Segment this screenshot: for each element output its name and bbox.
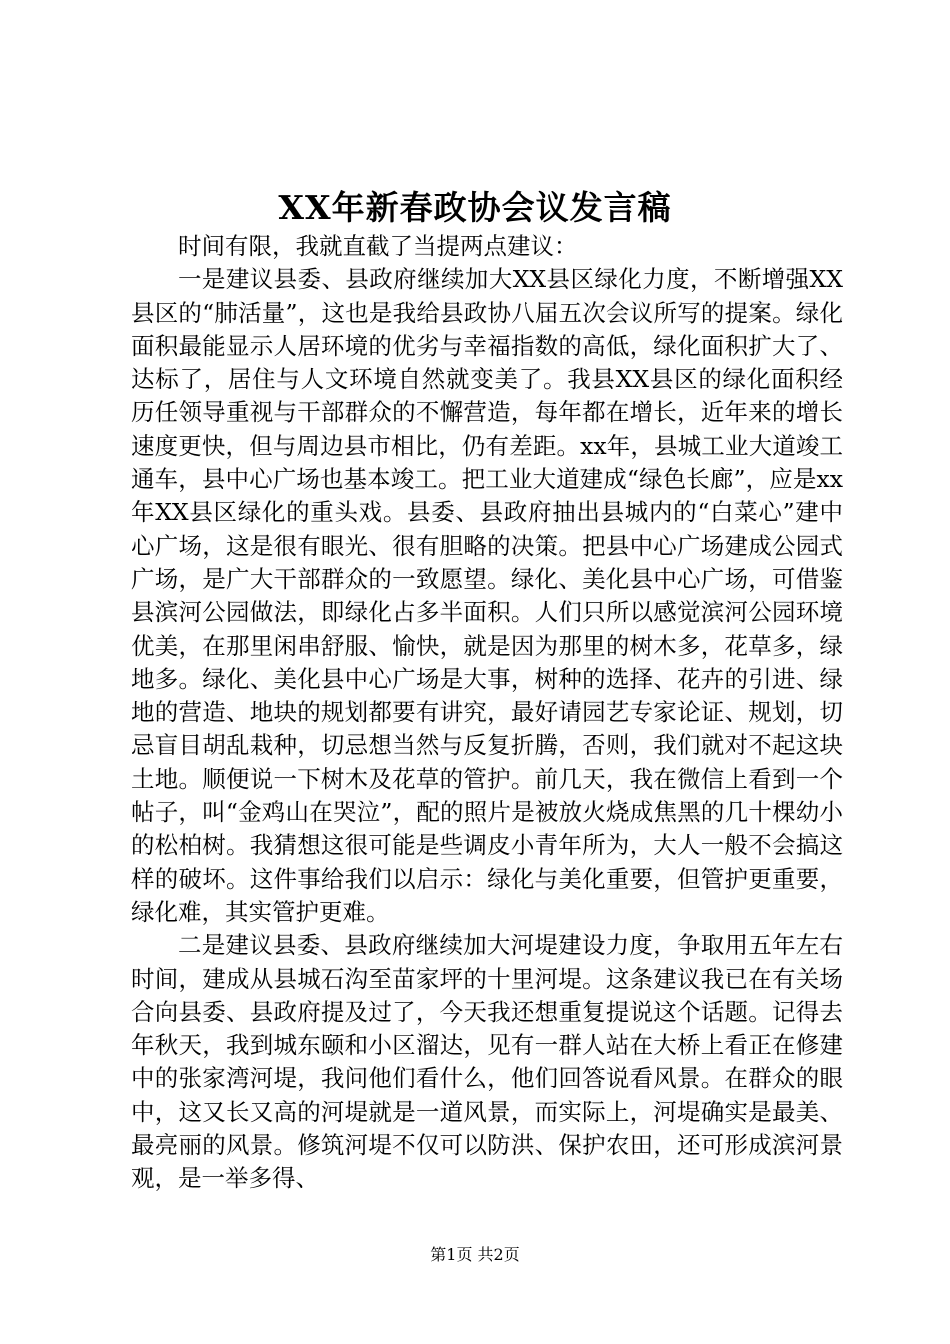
document-title: XX年新春政协会议发言稿 xyxy=(278,188,672,227)
paragraph-river-embankment: 二是建议县委、县政府继续加大河堤建设力度，争取用五年左右时间，建成从县城石沟至苗家坪的十里河堤。这条建议我已在有关场合向县委、县政府提及过了，今天我还想重复提说这个话题。记得去年秋天，我到城东颐和小区溜达，见有一群人站在大桥上看正在修建中的张家湾河堤，我问他们看什么，他们回答说看风景。在群众的眼中，这又长又高的河堤就是一道风景，而实际上，河堤确实是最美、最亮丽的风景。修筑河堤不仅可以防洪、保护农田，还可形成滨河景观，是一举多得、 xyxy=(131,931,843,1193)
page-number: 第1页 共2页 xyxy=(430,1245,520,1264)
paragraph-greening: 一是建议县委、县政府继续加大XX县区绿化力度，不断增强XX县区的“肺活量”，这也是我给县政协八届五次会议所写的提案。绿化面积最能显示人居环境的优劣与幸福指数的高低，绿化面积扩大了、达标了，居住与人文环境自然就变美了。我县XX县区的绿化面积经历任领导重视与干部群众的不懈营造，每年都在增长，近年来的增长速度更快，但与周边县市相比，仍有差距。xx年，县城工业大道竣工通车，县中心广场也基本竣工。把工业大道建成“绿色长廊”，应是xx年XX县区绿化的重头戏。县委、县政府抽出县城内的“白菜心”建中心广场，这是很有眼光、很有胆略的决策。把县中心广场建成公园式广场，是广大干部群众的一致愿望。绿化、美化县中心广场，可借鉴县滨河公园做法，即绿化占多半面积。人们只所以感觉滨河公园环境优美，在那里闲串舒服、愉快，就是因为那里的树木多，花草多，绿地多。绿化、美化县中心广场是大事，树种的选择、花卉的引进、绿地的营造、地块的规划都要有讲究，最好请园艺专家论证、规划，切忌盲目胡乱栽种，切忌想当然与反复折腾，否则，我们就对不起这块土地。顺便说一下树木及花草的管护。前几天，我在微信上看到一个帖子，叫“金鸡山在哭泣”，配的照片是被放火烧成焦黑的几十棵幼小的松柏树。我猜想这很可能是些调皮小青年所为，大人一般不会搞这样的破坏。这件事给我们以启示：绿化与美化重要，但管护更重要，绿化难，其实管护更难。 xyxy=(131,265,843,926)
document-body xyxy=(131,230,843,1196)
paragraph-intro: 时间有限，我就直截了当提两点建议： xyxy=(178,232,578,260)
